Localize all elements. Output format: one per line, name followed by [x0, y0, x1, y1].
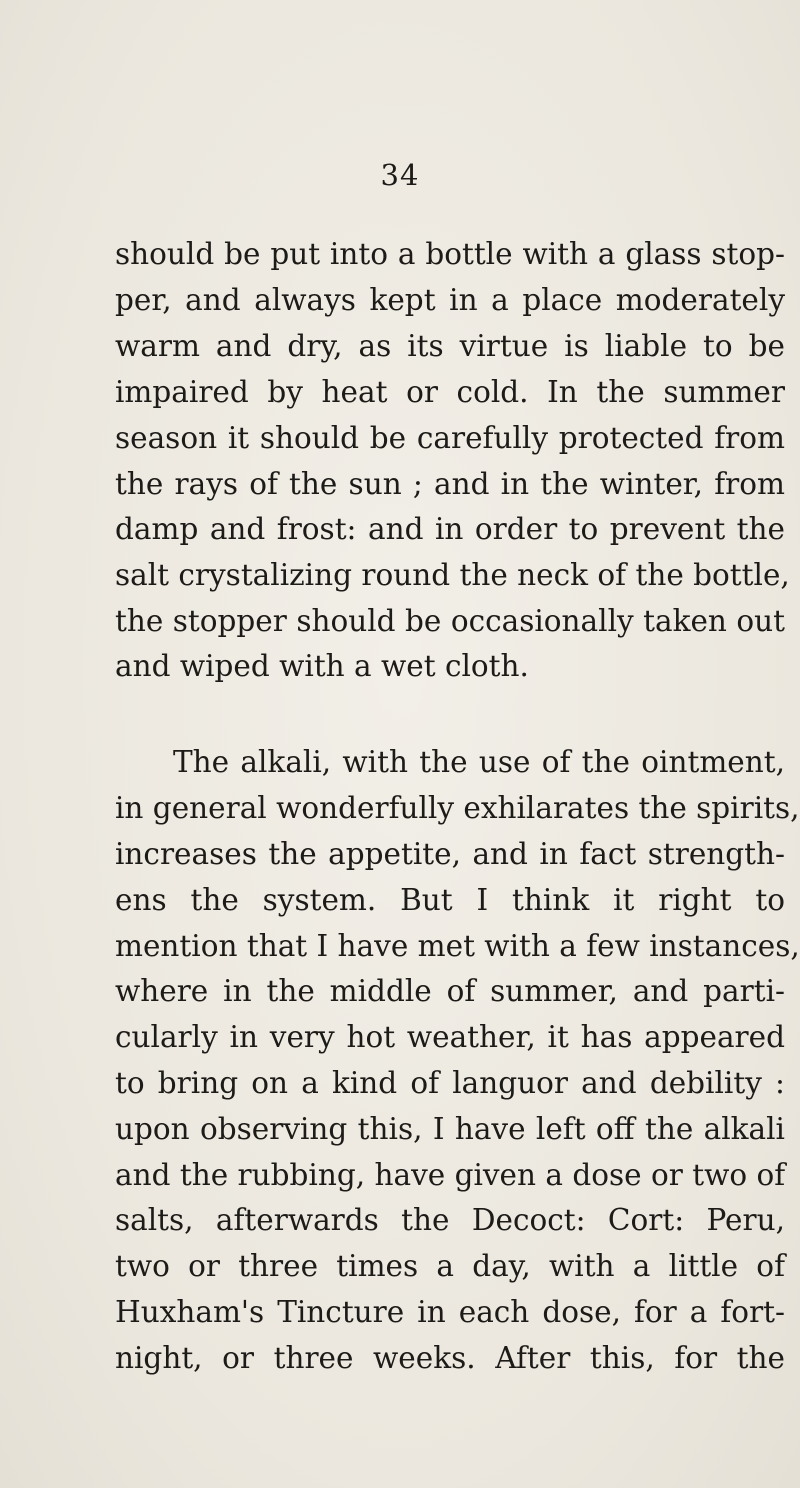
text-line: ens the system. But I think it right to	[115, 883, 785, 917]
text-line: season it should be carefully protected from	[115, 421, 785, 455]
text-line: The alkali, with the use of the ointment,	[173, 745, 785, 779]
text-line: salts, afterwards the Decoct: Cort: Peru,	[115, 1203, 785, 1237]
page-number: 34	[380, 158, 420, 192]
text-line: cularly in very hot weather, it has appeared	[115, 1020, 785, 1054]
text-line: the rays of the sun ; and in the winter, from	[115, 467, 785, 501]
text-line: and wiped with a wet cloth.	[115, 649, 529, 683]
text-line: increases the appetite, and in fact strength-	[115, 837, 785, 871]
text-line: Huxham's Tincture in each dose, for a fort-	[115, 1295, 785, 1329]
text-line: in general wonderfully exhilarates the spirits,	[115, 791, 800, 825]
text-line: and the rubbing, have given a dose or two of	[115, 1158, 786, 1192]
text-line: the stopper should be occasionally taken out	[115, 604, 785, 638]
text-line: warm and dry, as its virtue is liable to be	[115, 329, 785, 363]
text-line: upon observing this, I have left off the alkali	[115, 1112, 785, 1146]
text-line: mention that I have met with a few instances,	[115, 929, 800, 963]
text-line: two or three times a day, with a little of	[115, 1249, 785, 1283]
text-line: impaired by heat or cold. In the summer	[115, 375, 785, 409]
text-line: salt crystalizing round the neck of the bottle,	[115, 558, 790, 592]
text-line: night, or three weeks. After this, for the	[115, 1341, 785, 1375]
text-line: damp and frost: and in order to prevent the	[115, 512, 785, 546]
text-line: per, and always kept in a place moderately	[115, 283, 785, 317]
text-line: where in the middle of summer, and parti-	[115, 974, 785, 1008]
text-line: to bring on a kind of languor and debility :	[115, 1066, 785, 1100]
text-line: should be put into a bottle with a glass stop-	[115, 237, 785, 271]
